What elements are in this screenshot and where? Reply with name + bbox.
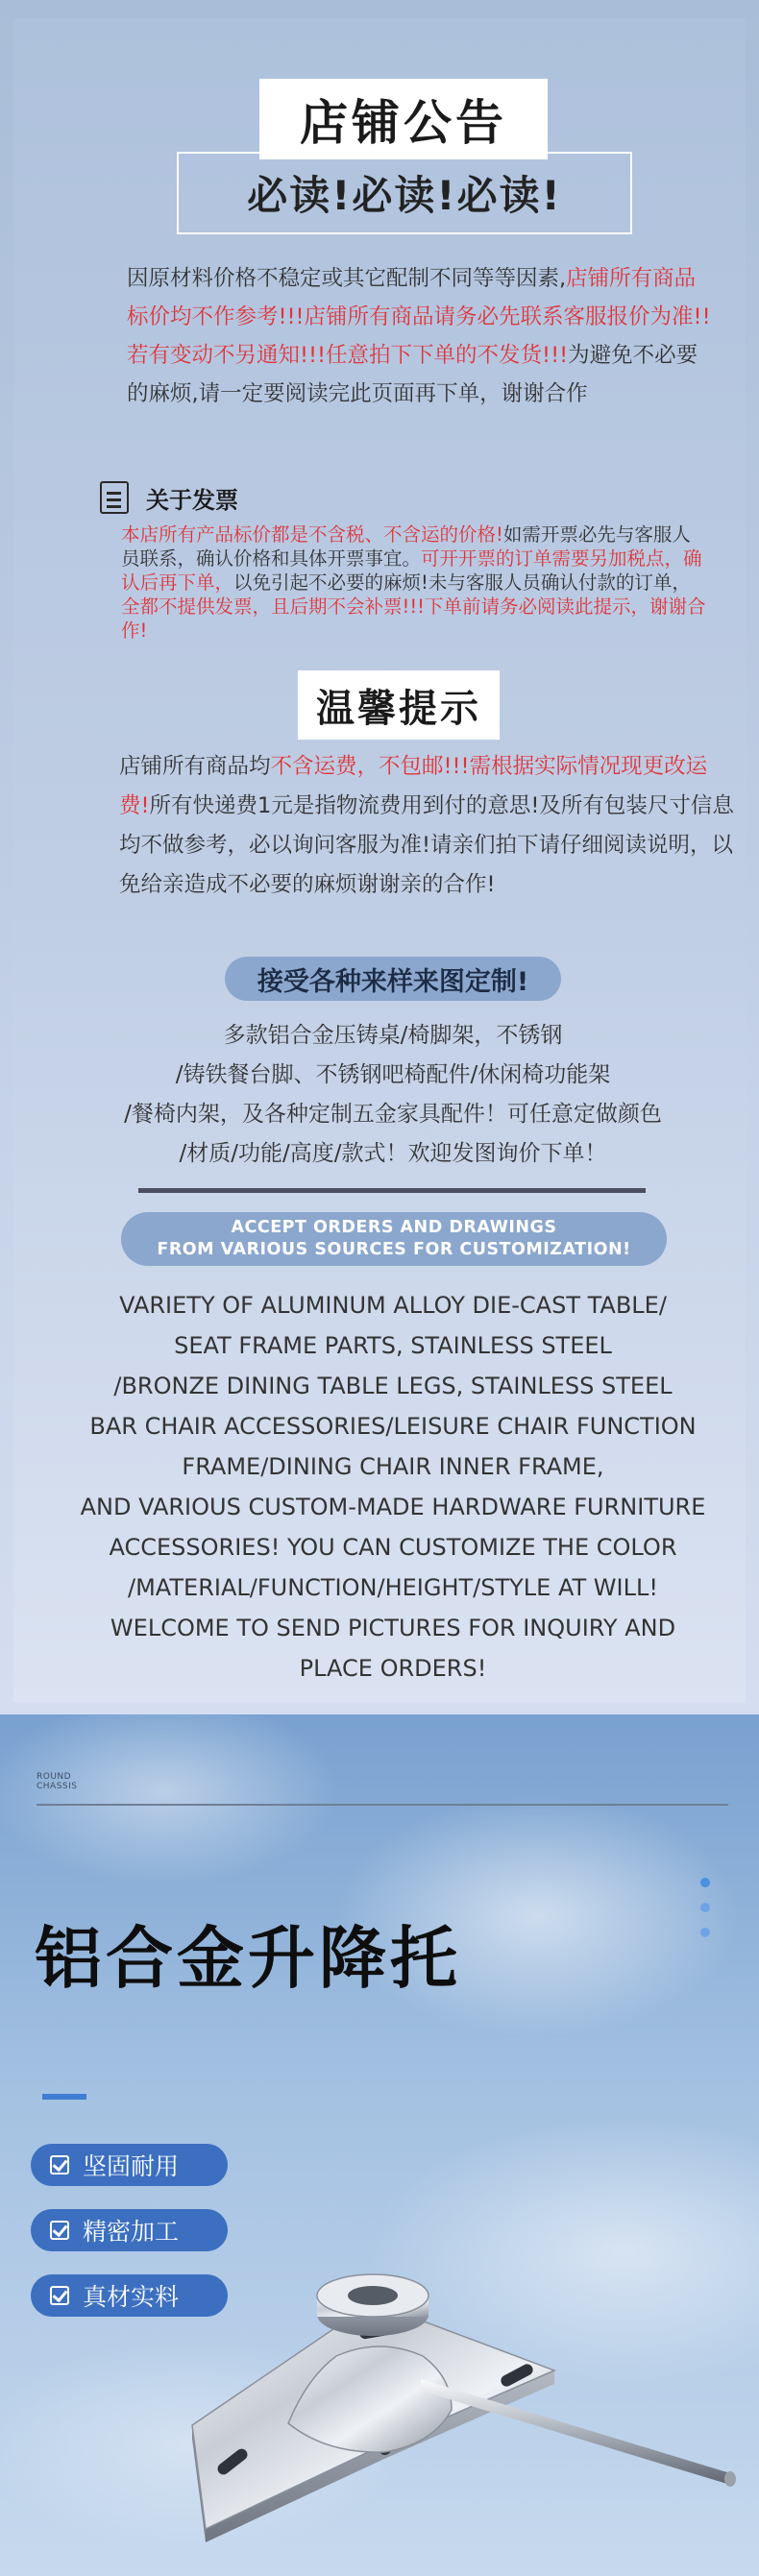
custom-description-en-line: AND VARIOUS CUSTOM-MADE HARDWARE FURNITURE (80, 1494, 706, 1520)
feature-badge-durable (31, 2144, 228, 2186)
custom-description-en-line: BAR CHAIR ACCESSORIES/LEISURE CHAIR FUNCTION (89, 1413, 697, 1440)
custom-description-line: 多款铝合金压铸桌/椅脚架，不锈钢 (223, 1023, 563, 1048)
chassis-line: CHASSIS (37, 1782, 78, 1791)
badge-en-line: ACCEPT ORDERS AND DRAWINGS (231, 1218, 557, 1237)
price-notice-paragraph (127, 259, 713, 413)
shipping-text: 所有快递费1元是指物流费用到付的意思!及所有包装尺寸信息均不做参考，必以询问客服为准!请亲们拍下请仔细阅读说明，以免给亲造成不必要的麻烦谢谢亲的合作! (119, 793, 734, 897)
receipt-icon (100, 481, 129, 514)
checkbox-icon (50, 2286, 69, 2305)
header-rule (37, 1804, 728, 1806)
custom-description-line: /铸铁餐台脚、不锈钢吧椅配件/休闲椅功能架 (175, 1062, 611, 1087)
round-chassis-label (37, 1772, 78, 1791)
custom-description-en-line: ACCESSORIES! YOU CAN CUSTOMIZE THE COLOR (109, 1534, 677, 1561)
badge-en-line: FROM VARIOUS SOURCES FOR CUSTOMIZATION! (157, 1240, 631, 1259)
custom-description-cn (52, 1016, 734, 1174)
indicator-dot[interactable] (700, 1903, 710, 1912)
price-notice-warning: 店铺所有商品标价均不作参考!!!店铺所有商品请务必先联系客服报价为准!!若有变动不另通知!!!任意拍下下单的不发货!!! (127, 266, 711, 368)
feature-label: 坚固耐用 (83, 2152, 180, 2180)
custom-description-en-line: FRAME/DINING CHAIR INNER FRAME, (182, 1453, 604, 1480)
indicator-dot[interactable] (700, 1928, 710, 1937)
custom-description-en-line: VARIETY OF ALUMINUM ALLOY DIE-CAST TABLE/ (119, 1292, 667, 1319)
notice-card (13, 19, 746, 1702)
invoice-paragraph (121, 522, 707, 643)
product-banner (0, 1714, 759, 2576)
indicator-dot[interactable] (700, 1878, 710, 1887)
shipping-warning: 不含运费，不包邮!!!需根据实际情况现更改运费! (119, 754, 708, 818)
shipping-text: 店铺所有商品均 (119, 754, 271, 779)
store-announcement-title: 店铺公告 (259, 79, 548, 159)
feature-label: 真材实料 (83, 2283, 180, 2311)
invoice-text: 如需开票必先与客服人员联系，确认价格和具体开票事宜。 (121, 523, 691, 570)
invoice-heading (100, 478, 238, 517)
custom-description-line: /餐椅内架，及各种定制五金家具配件！可任意定做颜色 (124, 1102, 662, 1127)
price-notice-text: 因原材料价格不稳定或其它配制不同等等因素, (127, 266, 567, 291)
custom-description-en (52, 1285, 734, 1689)
shipping-paragraph (119, 747, 734, 905)
custom-description-en-line: WELCOME TO SEND PICTURES FOR INQUIRY AND (110, 1615, 676, 1641)
checkbox-icon (50, 2221, 69, 2240)
must-read-banner: 必读!必读!必读! (177, 152, 632, 234)
warm-tips-title: 温馨提示 (298, 670, 500, 740)
title-accent-bar (42, 2094, 86, 2100)
invoice-warning: 可开开票的订单需要另加税点，确认后再下单， (121, 547, 702, 594)
custom-description-en-line: PLACE ORDERS! (299, 1655, 487, 1682)
custom-description-en-line: /MATERIAL/FUNCTION/HEIGHT/STYLE AT WILL! (128, 1574, 658, 1601)
product-title: 铝合金升降托 (35, 1919, 461, 1998)
section-divider (138, 1188, 646, 1193)
invoice-text: 以免引起不必要的麻烦!未与客服人员确认付款的订单， (233, 571, 691, 594)
invoice-warning: 本店所有产品标价都是不含税、不含运的价格! (121, 523, 503, 546)
invoice-title: 关于发票 (146, 486, 238, 514)
invoice-warning: 全都不提供发票，且后期不会补票!!!下单前请务必阅读此提示，谢谢合作! (121, 595, 706, 642)
custom-description-en-line: /BRONZE DINING TABLE LEGS, STAINLESS STEEL (113, 1373, 673, 1399)
chassis-line: ROUND (37, 1772, 72, 1782)
feature-badge-genuine (31, 2274, 228, 2317)
checkbox-icon (50, 2155, 69, 2175)
feature-label: 精密加工 (83, 2218, 180, 2246)
slide-indicator (700, 1878, 710, 1953)
custom-description-line: /材质/功能/高度/款式！欢迎发图询价下单！ (179, 1141, 607, 1166)
custom-orders-badge-en (121, 1212, 667, 1266)
custom-orders-badge-cn: 接受各种来样来图定制! (225, 957, 561, 1001)
feature-badge-precision (31, 2209, 228, 2251)
custom-description-en-line: SEAT FRAME PARTS, STAINLESS STEEL (174, 1332, 612, 1359)
price-notice-text: 为避免不必要的麻烦,请一定要阅读完此页面再下单，谢谢合作 (127, 343, 698, 406)
